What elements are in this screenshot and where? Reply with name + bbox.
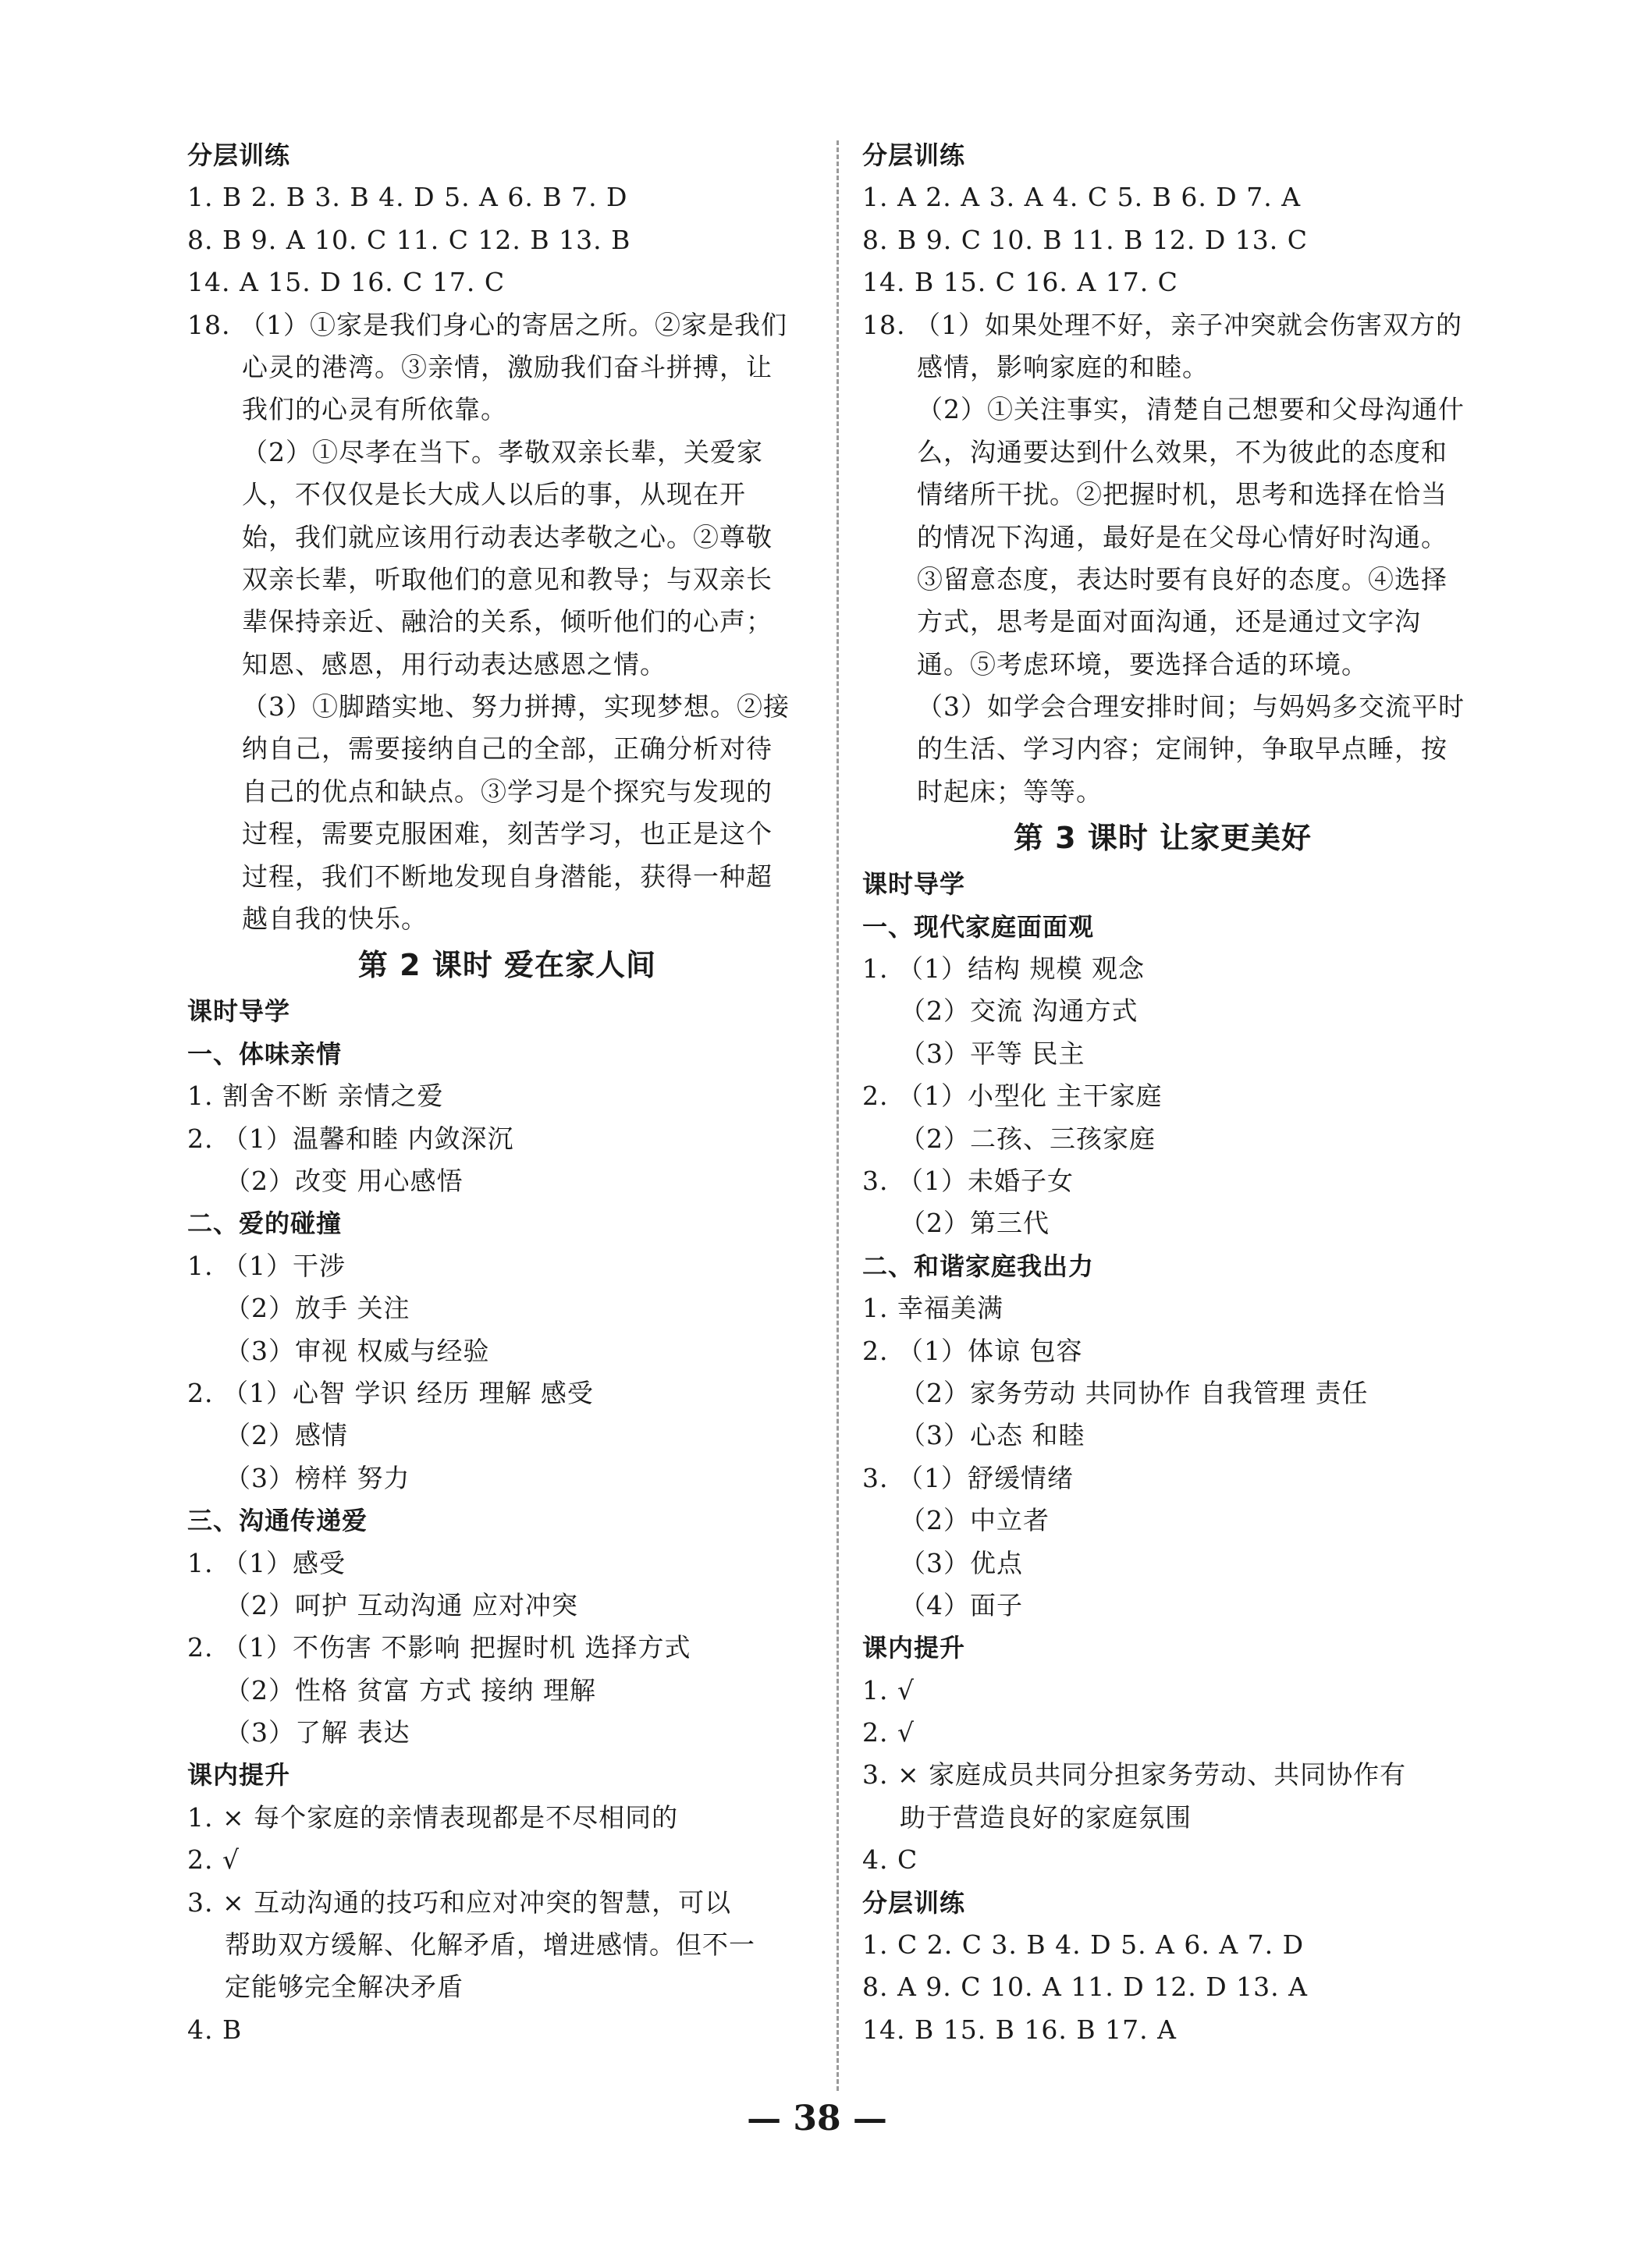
text-line: 辈保持亲近、融洽的关系，倾听他们的心声；: [242, 606, 773, 637]
text-line: （2）呵护 互动沟通 应对冲突: [225, 1589, 578, 1620]
text-line: 自己的优点和缺点。③学习是个探究与发现的: [242, 776, 773, 807]
text-line: 时起床；等等。: [917, 776, 1103, 807]
text-line: 2. （1）小型化 主干家庭: [862, 1081, 1163, 1112]
text-line: 14. A 15. D 16. C 17. C: [187, 267, 506, 298]
text-line: 过程，我们不断地发现自身潜能，获得一种超: [242, 861, 773, 892]
text-line: 帮助双方缓解、化解矛盾，增进感情。但不一: [225, 1929, 755, 1961]
text-line: 3. × 互动沟通的技巧和应对冲突的智慧，可以: [187, 1886, 732, 1918]
text-line: 3. × 家庭成员共同分担家务劳动、共同协作有: [862, 1759, 1407, 1791]
text-line: 3. （1）舒缓情绪: [862, 1462, 1074, 1493]
text-line: （2）中立者: [900, 1505, 1050, 1536]
text-line: （4）面子: [900, 1589, 1023, 1620]
column-divider: [837, 140, 839, 2091]
text-line: 2. √: [187, 1844, 240, 1876]
text-line: 1. （1）干涉: [187, 1250, 346, 1281]
text-line: 1. （1）感受: [187, 1547, 346, 1578]
text-line: 14. B 15. B 16. B 17. A: [862, 2014, 1177, 2045]
text-line: 18. （1）如果处理不好，亲子冲突就会伤害双方的: [862, 309, 1462, 340]
text-line: （2）放手 关注: [225, 1293, 410, 1324]
text-line: （2）性格 贫富 方式 接纳 理解: [225, 1674, 596, 1705]
text-line: （3）平等 民主: [900, 1038, 1085, 1069]
text-line: 我们的心灵有所依靠。: [242, 394, 507, 425]
text-line: 1. C 2. C 3. B 4. D 5. A 6. A 7. D: [862, 1929, 1305, 1961]
text-line: 的情况下沟通，最好是在父母心情好时沟通。: [917, 521, 1448, 552]
section-heading: 课时导学: [187, 996, 291, 1027]
text-line: 心灵的港湾。③亲情，激励我们奋斗拼搏，让: [242, 351, 773, 382]
text-line: 1. √: [862, 1674, 915, 1705]
text-line: 通。⑤考虑环境，要选择合适的环境。: [917, 648, 1368, 680]
text-line: （3）优点: [900, 1547, 1023, 1578]
section-heading: 分层训练: [187, 140, 291, 170]
text-line: 8. B 9. A 10. C 11. C 12. B 13. B: [187, 224, 631, 255]
text-line: 方式，思考是面对面沟通，还是通过文字沟: [917, 606, 1421, 637]
text-line: 3. （1）未婚子女: [862, 1165, 1074, 1196]
text-line: 4. C: [862, 1844, 918, 1876]
section-heading: 分层训练: [862, 1887, 966, 1918]
section-heading: 一、体味亲情: [187, 1038, 343, 1069]
section-heading: 课内提升: [862, 1633, 966, 1663]
left-column: [187, 134, 827, 2051]
text-line: 2. （1）温馨和睦 内敛深沉: [187, 1123, 514, 1154]
text-line: （3）心态 和睦: [900, 1420, 1085, 1451]
text-line: 知恩、感恩，用行动表达感恩之情。: [242, 648, 666, 680]
text-line: 1. B 2. B 3. B 4. D 5. A 6. B 7. D: [187, 182, 628, 213]
section-heading: 课内提升: [187, 1760, 291, 1791]
lesson-title: 第 2 课时 爱在家人间: [357, 948, 657, 983]
right-column: [862, 134, 1463, 2051]
text-line: 定能够完全解决矛盾: [225, 1972, 464, 2003]
text-line: （2）第三代: [900, 1208, 1050, 1239]
text-line: 1. 割舍不断 亲情之爱: [187, 1081, 444, 1112]
text-line: （2）①尽孝在当下。孝敬双亲长辈，关爱家: [242, 436, 763, 467]
text-line: 助于营造良好的家庭氛围: [900, 1801, 1192, 1833]
text-line: （3）了解 表达: [225, 1717, 410, 1748]
text-line: 4. B: [187, 2014, 243, 2045]
text-line: 感情，影响家庭的和睦。: [917, 351, 1209, 382]
text-line: ③留意态度，表达时要有良好的态度。④选择: [917, 563, 1448, 595]
section-heading: 二、爱的碰撞: [187, 1209, 343, 1239]
section-heading: 分层训练: [862, 140, 966, 170]
text-line: 2. √: [862, 1717, 915, 1748]
text-line: 8. A 9. C 10. A 11. D 12. D 13. A: [862, 1972, 1308, 2003]
page-number: — 38 —: [747, 2099, 887, 2138]
text-line: 越自我的快乐。: [242, 903, 428, 935]
section-heading: 二、和谐家庭我出力: [862, 1251, 1095, 1281]
text-line: （2）家务劳动 共同协作 自我管理 责任: [900, 1377, 1369, 1408]
text-line: 1. A 2. A 3. A 4. C 5. B 6. D 7. A: [862, 182, 1302, 213]
lesson-title: 第 3 课时 让家更美好: [1013, 821, 1313, 856]
text-line: （3）①脚踏实地、努力拼搏，实现梦想。②接: [242, 691, 790, 722]
text-line: 1. （1）结构 规模 观念: [862, 953, 1145, 985]
text-line: （2）二孩、三孩家庭: [900, 1123, 1156, 1154]
text-line: 14. B 15. C 16. A 17. C: [862, 267, 1178, 298]
text-line: 2. （1）不伤害 不影响 把握时机 选择方式: [187, 1632, 691, 1663]
text-line: （3）审视 权威与经验: [225, 1335, 490, 1366]
text-line: 18. （1）①家是我们身心的寄居之所。②家是我们: [187, 309, 787, 340]
text-line: 双亲长辈，听取他们的意见和教导；与双亲长: [242, 563, 773, 595]
text-line: （3）如学会合理安排时间；与妈妈多交流平时: [917, 691, 1465, 722]
text-line: 人，不仅仅是长大成人以后的事，从现在开: [242, 479, 746, 510]
text-line: 2. （1）体谅 包容: [862, 1335, 1083, 1366]
text-line: 1. 幸福美满: [862, 1293, 1003, 1324]
text-line: （2）改变 用心感悟: [225, 1165, 464, 1196]
section-heading: 三、沟通传递爱: [187, 1506, 368, 1536]
text-line: （2）①关注事实，清楚自己想要和父母沟通什: [917, 394, 1465, 425]
text-line: 么，沟通要达到什么效果，不为彼此的态度和: [917, 436, 1448, 467]
text-line: 过程，需要克服困难，刻苦学习，也正是这个: [242, 818, 773, 850]
section-heading: 一、现代家庭面面观: [862, 911, 1095, 942]
text-line: 1. × 每个家庭的亲情表现都是不尽相同的: [187, 1801, 679, 1833]
text-line: （2）感情: [225, 1420, 348, 1451]
text-line: （2）交流 沟通方式: [900, 996, 1138, 1027]
text-line: 8. B 9. C 10. B 11. B 12. D 13. C: [862, 224, 1308, 255]
text-line: 情绪所干扰。②把握时机，思考和选择在恰当: [917, 479, 1448, 510]
text-line: 的生活、学习内容；定闹钟，争取早点睡，按: [917, 733, 1448, 765]
text-line: 纳自己，需要接纳自己的全部，正确分析对待: [242, 733, 773, 765]
section-heading: 课时导学: [862, 869, 966, 900]
text-line: （3）榜样 努力: [225, 1462, 410, 1493]
text-line: 始，我们就应该用行动表达孝敬之心。②尊敬: [242, 521, 773, 552]
text-line: 2. （1）心智 学识 经历 理解 感受: [187, 1377, 594, 1408]
